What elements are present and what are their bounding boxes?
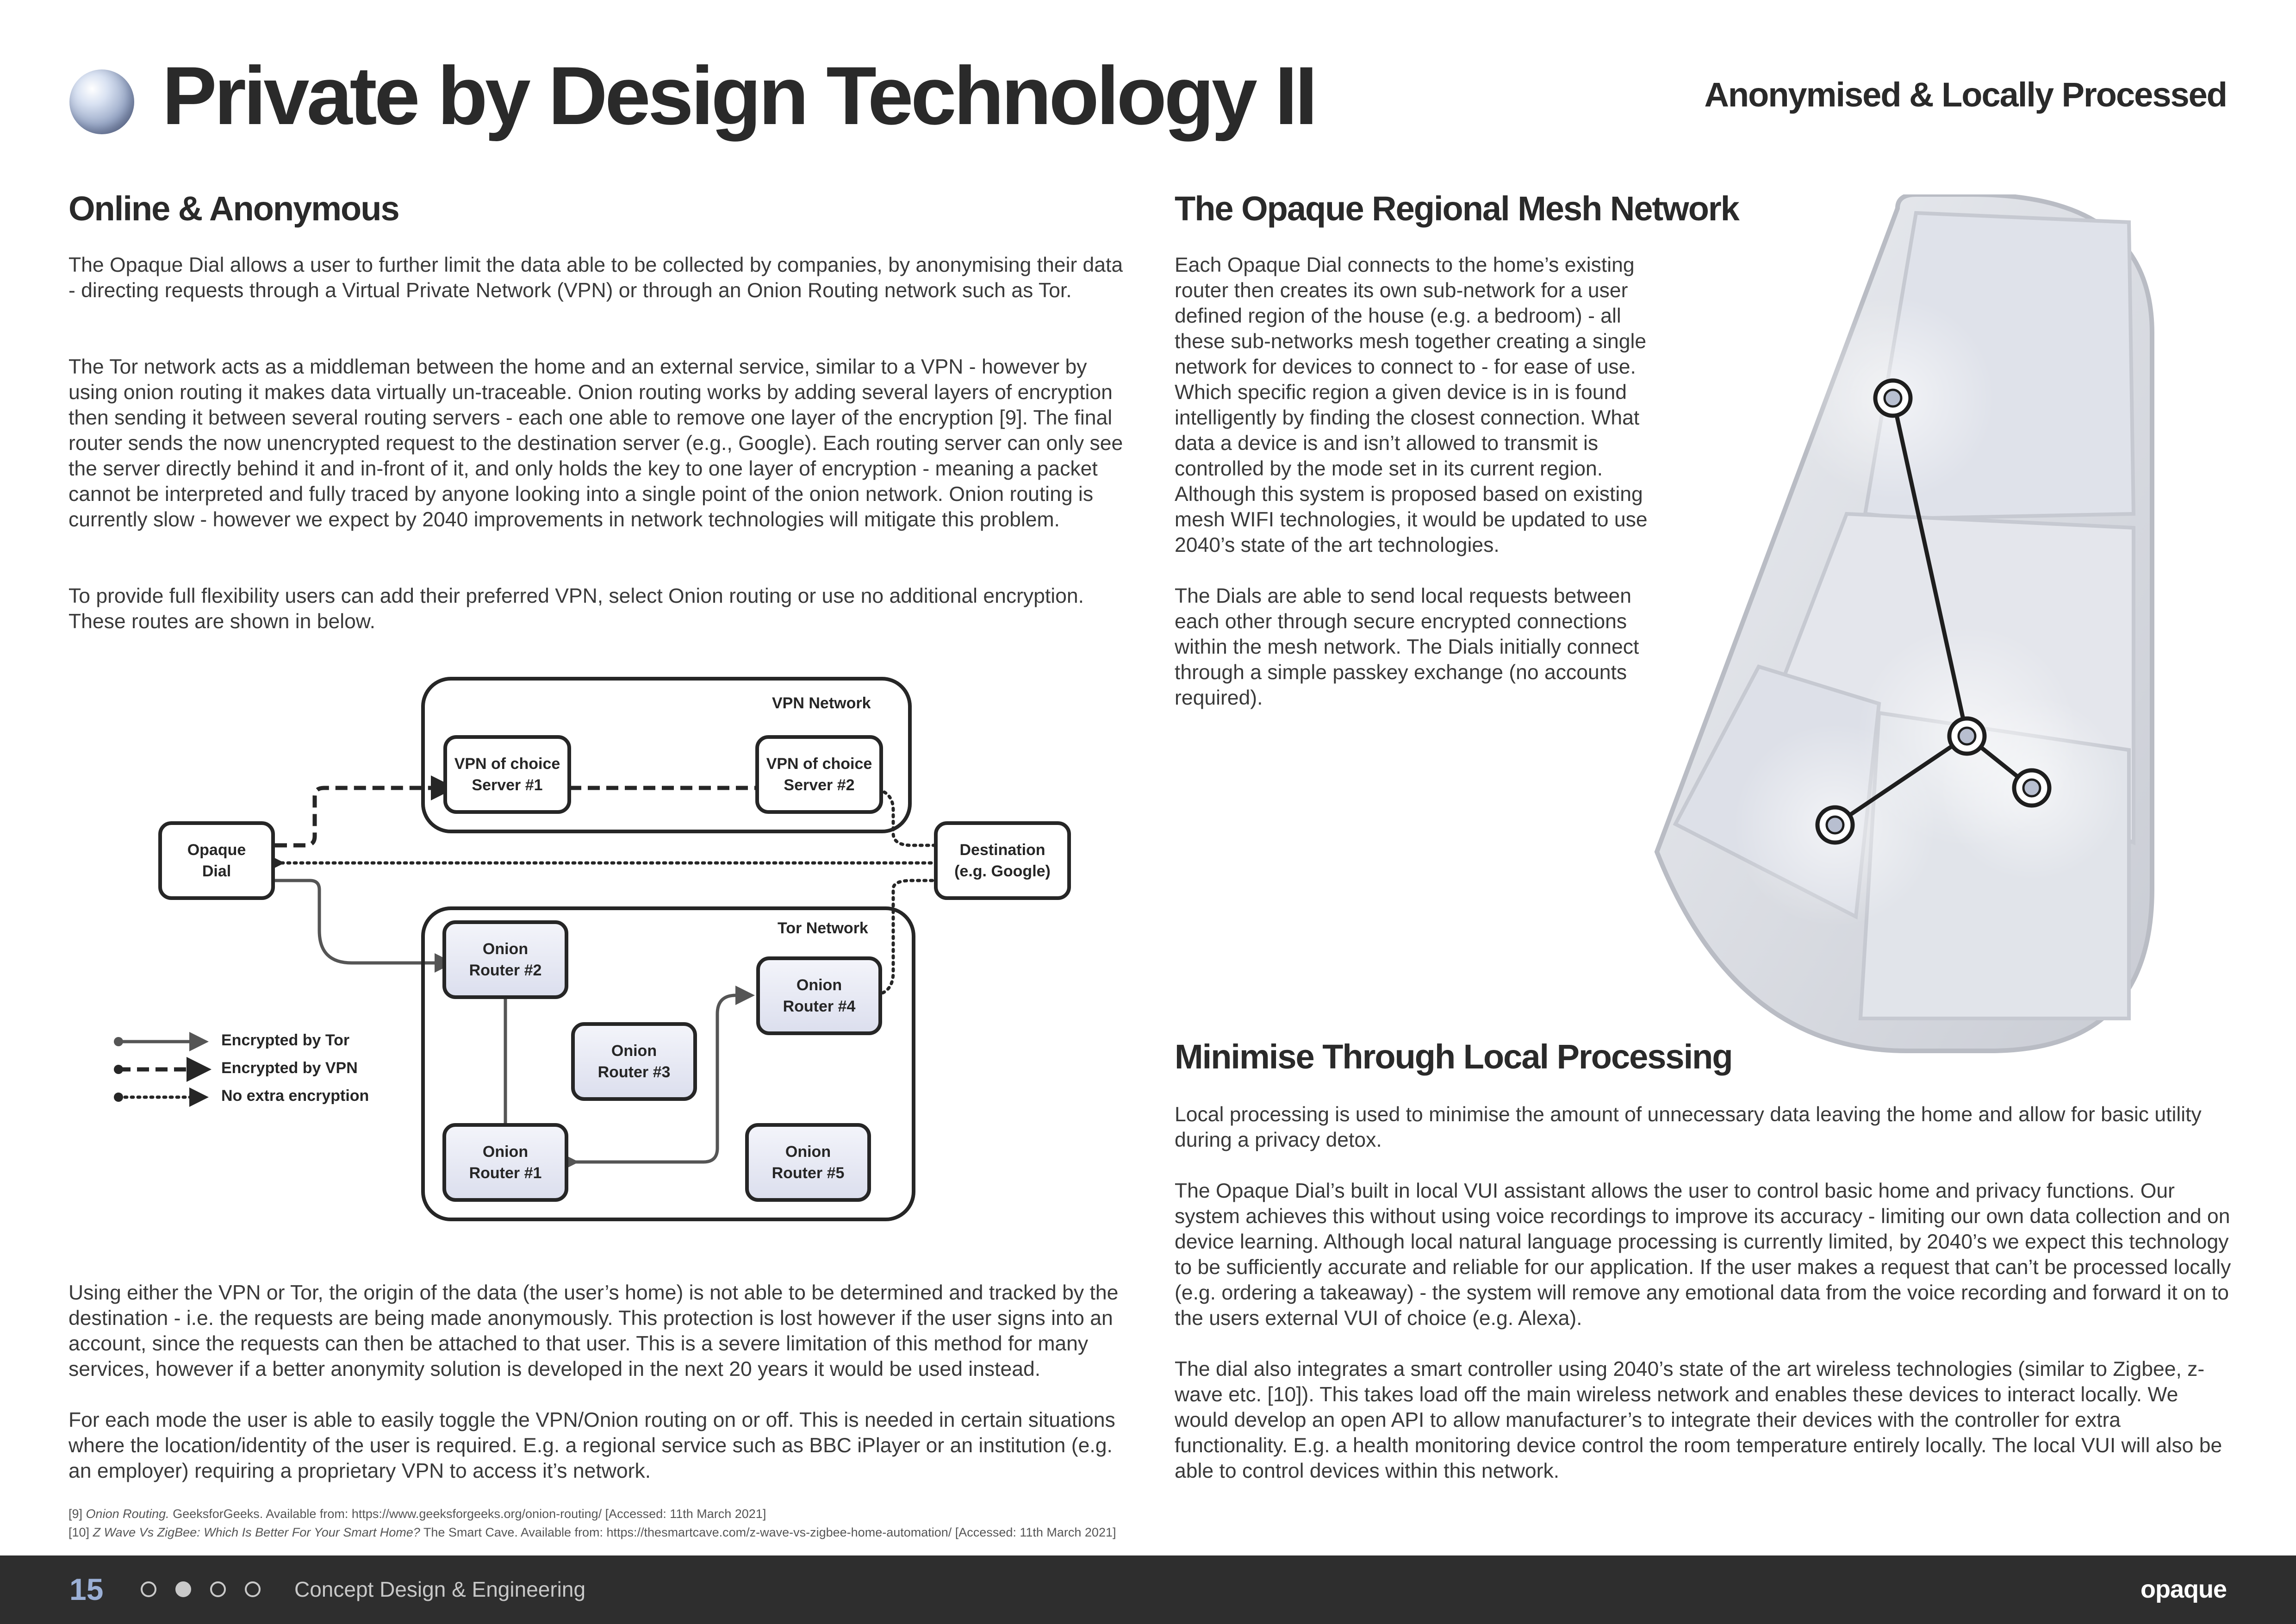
page-indicator-dot-3 — [210, 1581, 226, 1597]
onion-router-5-node: Onion Router #5 — [745, 1123, 871, 1202]
heading-local-processing: Minimise Through Local Processing — [1175, 1037, 1732, 1076]
mesh-paragraph-2: The Dials are able to send local requests between each other through secure encrypted connections within the mesh network. The Dials initially connect through a simple passkey exchange (no accounts required). — [1175, 585, 1639, 709]
onion-router-2-node: Onion Router #2 — [442, 920, 568, 999]
tor-network-label: Tor Network — [778, 919, 868, 937]
mesh-dial-1 — [1875, 381, 1910, 416]
page-title: Private by Design Technology II — [162, 50, 1315, 142]
vpn-network-label: VPN Network — [772, 694, 871, 712]
legend-none-label: No extra encryption — [221, 1087, 369, 1105]
onion-router-4-node: Onion Router #4 — [756, 956, 882, 1035]
onion-router-1-node: Onion Router #1 — [442, 1123, 568, 1202]
routing-diagram — [106, 671, 1069, 1227]
legend-dot-none — [114, 1093, 123, 1102]
heading-online-anonymous: Online & Anonymous — [68, 189, 399, 228]
brand-logo: opaque — [2140, 1575, 2227, 1603]
mesh-dial-2 — [1949, 718, 1985, 754]
home-floorplan-illustration — [1638, 194, 2171, 1060]
local-paragraph-3: The dial also integrates a smart controller using 2040’s state of the art wireless technologies (similar to Zigbee, z-wave etc. [10]). This takes load off the main wireless network and enables these devices to interact locally. We would develop an open API to allow manufacturer’s to integrate their devices with the controller for extra functionality. E.g. a health monitoring device control the room temperature entirely locally. The local VUI will also be able to control devices within this network. — [1175, 1358, 2222, 1482]
mesh-dial-3 — [2014, 770, 2049, 806]
local-paragraph-1: Local processing is used to minimise the amount of unnecessary data leaving the home and allow for basic utility during a privacy detox. — [1175, 1103, 2202, 1151]
tor-link-dial-to-router2 — [275, 881, 444, 963]
online-paragraph-2: The Tor network acts as a middleman between the home and an external service, similar to a VPN - however by using onion routing it makes data virtually un-traceable. Onion routing works by adding several layers of encryption then sending it between several routing servers - each one able to remove one layer of the encryption [9]. The final router sends the now unencrypted request to the destination server (e.g., Google). Each routing server can only see the server directly behind it and in-front of it, and only holds the key to one layer of encryption - meaning a packet cannot be interpreted and fully traced by anyone looking into a single point of the onion network. Onion routing is currently slow - however we expect by 2040 improvements in network technologies will mitigate this problem. — [68, 356, 1123, 531]
local-paragraph-2: The Opaque Dial’s built in local VUI assistant allows the user to control basic home and privacy functions. Our system achieves this without using voice recordings to improve its accuracy - limiting our own data collection and on device learning. Although local natural language processing is currently limited, by 2040’s we expect this technology to be sufficiently accurate and reliable for our application. If the user makes a request that can’t be processed locally (e.g. ordering a takeaway) - the system will remove any emotional data from the voice recording and forward it on to the users external VUI of choice (e.g. Alexa). — [1175, 1180, 2231, 1330]
online-paragraph-5: For each mode the user is able to easily toggle the VPN/Onion routing on or off. This is needed in certain situations where the location/identity of the user is required. E.g. a regional service such as BBC iPlayer or an institution (e.g. an employer) requiring a proprietary VPN to access it’s network. — [68, 1409, 1115, 1482]
footnote-10: [10] Z Wave Vs ZigBee: Which Is Better For Your Smart Home? The Smart Cave. Available from: https://thesmartcave.com/z-wave-vs-zigbee-home-automation/ [Accessed: 11th March 2021] — [68, 1525, 1116, 1539]
page-indicator-dot-2 — [175, 1581, 191, 1597]
mesh-paragraph-1: Each Opaque Dial connects to the home’s existing router then creates its own sub-network for a user defined region of the house (e.g. a bedroom) - all these sub-networks mesh together creating a single network for devices to connect to - for ease of use. Which specific region a given device is in is found intelligently by finding the closest connection. What data a device is and isn’t allowed to transmit is controlled by the mode set in its current region. Although this system is proposed based on existing mesh WIFI technologies, it would be updated to use 2040’s state of the art technologies. — [1175, 254, 1648, 556]
online-paragraph-3: To provide full flexibility users can add their preferred VPN, select Onion routing or use no additional encryption. These routes are shown in below. — [68, 585, 1084, 633]
heading-mesh-network: The Opaque Regional Mesh Network — [1175, 189, 1739, 228]
legend-dot-tor — [114, 1037, 123, 1046]
header-subtitle: Anonymised & Locally Processed — [1704, 75, 2227, 114]
vpn-server-1-node: VPN of choice Server #1 — [443, 735, 571, 814]
legend-vpn-label: Encrypted by VPN — [221, 1059, 358, 1077]
footer-section-label: Concept Design & Engineering — [294, 1577, 586, 1601]
opaque-sphere-icon — [69, 69, 134, 134]
legend-tor-label: Encrypted by Tor — [221, 1031, 350, 1049]
mesh-dial-4 — [1817, 807, 1853, 843]
online-paragraph-1: The Opaque Dial allows a user to further limit the data able to be collected by companies, by anonymising their data - directing requests through a Virtual Private Network (VPN) or through an Onion Routing network such as Tor. — [68, 254, 1123, 302]
page-indicator-dot-1 — [141, 1581, 156, 1597]
page-indicator-dot-4 — [245, 1581, 261, 1597]
page-number: 15 — [69, 1572, 104, 1606]
footnote-9: [9] Onion Routing. GeeksforGeeks. Available from: https://www.geeksforgeeks.org/onion-routing/ [Accessed: 11th March 2021] — [68, 1507, 766, 1521]
vpn-link-dial-to-server1 — [275, 788, 443, 845]
online-paragraph-4: Using either the VPN or Tor, the origin of the data (the user’s home) is not able to be determined and tracked by the destination - i.e. the requests are being made anonymously. This protection is lost however if the user signs into an account, since the requests can then be attached to that user. This is a severe limitation of this method for many services, however if a better anonymity solution is developed in the next 20 years it would be used instead. — [68, 1281, 1119, 1380]
vpn-server-2-node: VPN of choice Server #2 — [755, 735, 883, 814]
destination-node: Destination (e.g. Google) — [934, 821, 1071, 900]
onion-router-3-node: Onion Router #3 — [571, 1022, 697, 1101]
legend-dot-vpn — [114, 1065, 123, 1074]
opaque-dial-node: Opaque Dial — [158, 821, 275, 900]
